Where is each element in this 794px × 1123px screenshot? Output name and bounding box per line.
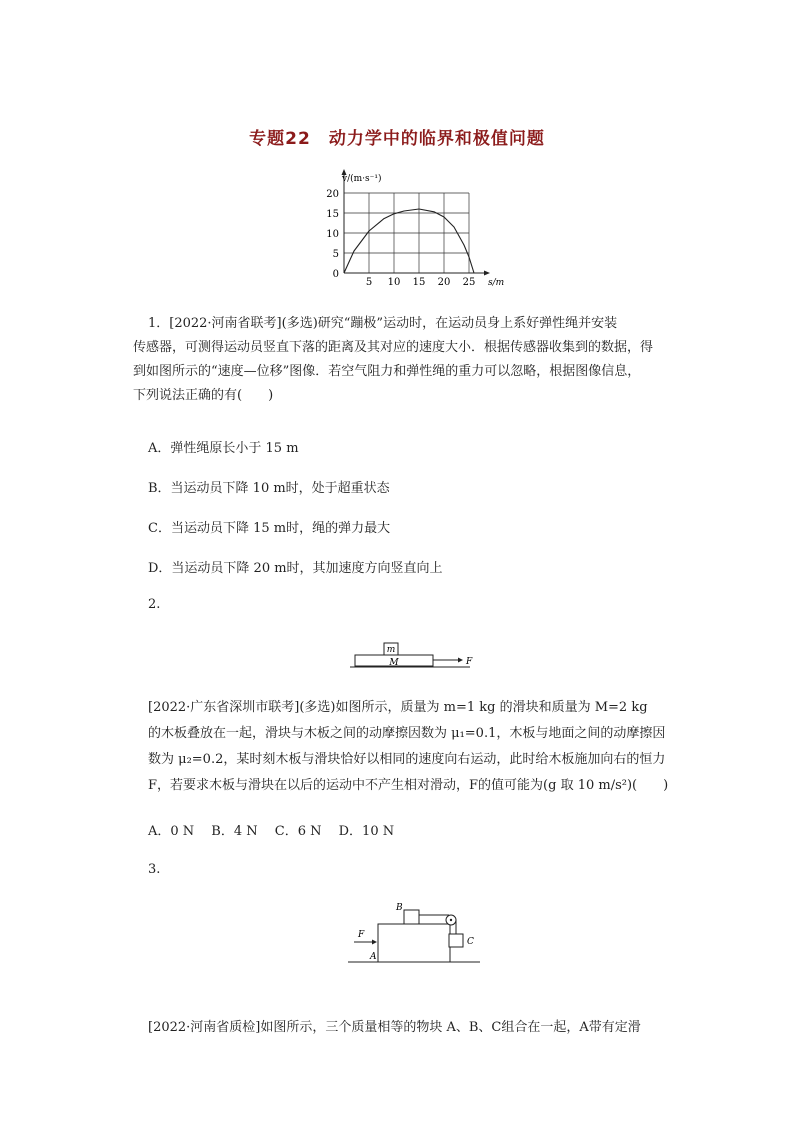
block-C: [449, 934, 463, 947]
question-3-diagram: [348, 898, 488, 966]
block-B: [404, 910, 419, 924]
question-2-stem: [148, 695, 676, 799]
label-M: M: [389, 658, 399, 668]
y-axis-label: v/(m·s⁻¹): [342, 174, 382, 184]
pulley-axle: [450, 919, 452, 921]
question-3-number: 3.: [148, 862, 161, 877]
y-tick-label: 5: [332, 249, 339, 260]
y-tick-label: 15: [326, 209, 339, 220]
question-1-stem: [133, 312, 668, 408]
force-arrow-head: [372, 940, 377, 945]
question-3-stem: [148, 1016, 676, 1035]
y-tick-label: 0: [332, 269, 339, 280]
y-tick-label: 20: [326, 189, 339, 200]
x-axis-arrow: [484, 271, 490, 276]
question-2-number: 2.: [148, 597, 161, 612]
question-2-line-3: 数为 μ₂=0.2，某时刻木板与滑块恰好以相同的速度向右运动，此时给木板施加向右的恒力: [148, 752, 666, 767]
block-A: [378, 924, 450, 962]
label-F: F: [466, 657, 473, 667]
question-1-option-b: B．当运动员下降 10 m时，处于超重状态: [148, 481, 390, 496]
question-1-line-4: 下列说法正确的有( ): [133, 388, 274, 403]
force-arrow-head: [458, 658, 463, 663]
question-1-option-d: D．当运动员下降 20 m时，其加速度方向竖直向上: [148, 561, 443, 576]
question-2-options: A．0 N B．4 N C．6 N D．10 N: [148, 824, 395, 839]
velocity-curve: [344, 209, 474, 273]
x-tick-label: 15: [412, 277, 426, 288]
question-1-option-c: C．当运动员下降 15 m时，绳的弹力最大: [148, 521, 391, 536]
y-tick-label: 10: [326, 229, 339, 240]
page-title: 专题22 动力学中的临界和极值问题: [249, 129, 545, 149]
question-2-diagram: [350, 638, 490, 672]
question-1-line-3: 到如图所示的“速度—位移”图像．若空气阻力和弹性绳的重力可以忽略，根据图像信息，: [133, 364, 641, 379]
label-A: A: [370, 952, 377, 962]
question-1-line-2: 传感器，可测得运动员竖直下落的距离及其对应的速度大小．根据传感器收集到的数据，得: [133, 340, 654, 355]
x-axis-label: s/m: [488, 278, 505, 288]
question-3-line-1: [2022·河南省质检]如图所示，三个质量相等的物块 A、B、C组合在一起，A带有定滑: [148, 1020, 641, 1035]
question-2-line-4: F，若要求木板与滑块在以后的运动中不产生相对滑动，F的值可能为(g 取 10 m/s²)( ): [148, 778, 669, 793]
label-m: m: [386, 645, 396, 655]
x-tick-label: 10: [387, 277, 401, 288]
velocity-displacement-chart: [320, 168, 510, 290]
label-C: C: [467, 937, 474, 947]
x-tick-label: 25: [462, 277, 476, 288]
question-1-line-1: 1．[2022·河南省联考](多选)研究“蹦极”运动时，在运动员身上系好弹性绳并安装: [148, 316, 618, 331]
label-F: F: [358, 930, 365, 940]
question-2-line-1: [2022·广东省深圳市联考](多选)如图所示，质量为 m=1 kg 的滑块和质量为 M=2 kg: [148, 700, 648, 715]
question-1-option-a: A．弹性绳原长小于 15 m: [148, 441, 299, 456]
x-tick-label: 5: [365, 277, 373, 288]
label-B: B: [396, 903, 403, 913]
x-tick-label: 20: [437, 277, 451, 288]
question-2-line-2: 的木板叠放在一起，滑块与木板之间的动摩擦因数为 μ₁=0.1，木板与地面之间的动摩擦因: [148, 726, 666, 741]
